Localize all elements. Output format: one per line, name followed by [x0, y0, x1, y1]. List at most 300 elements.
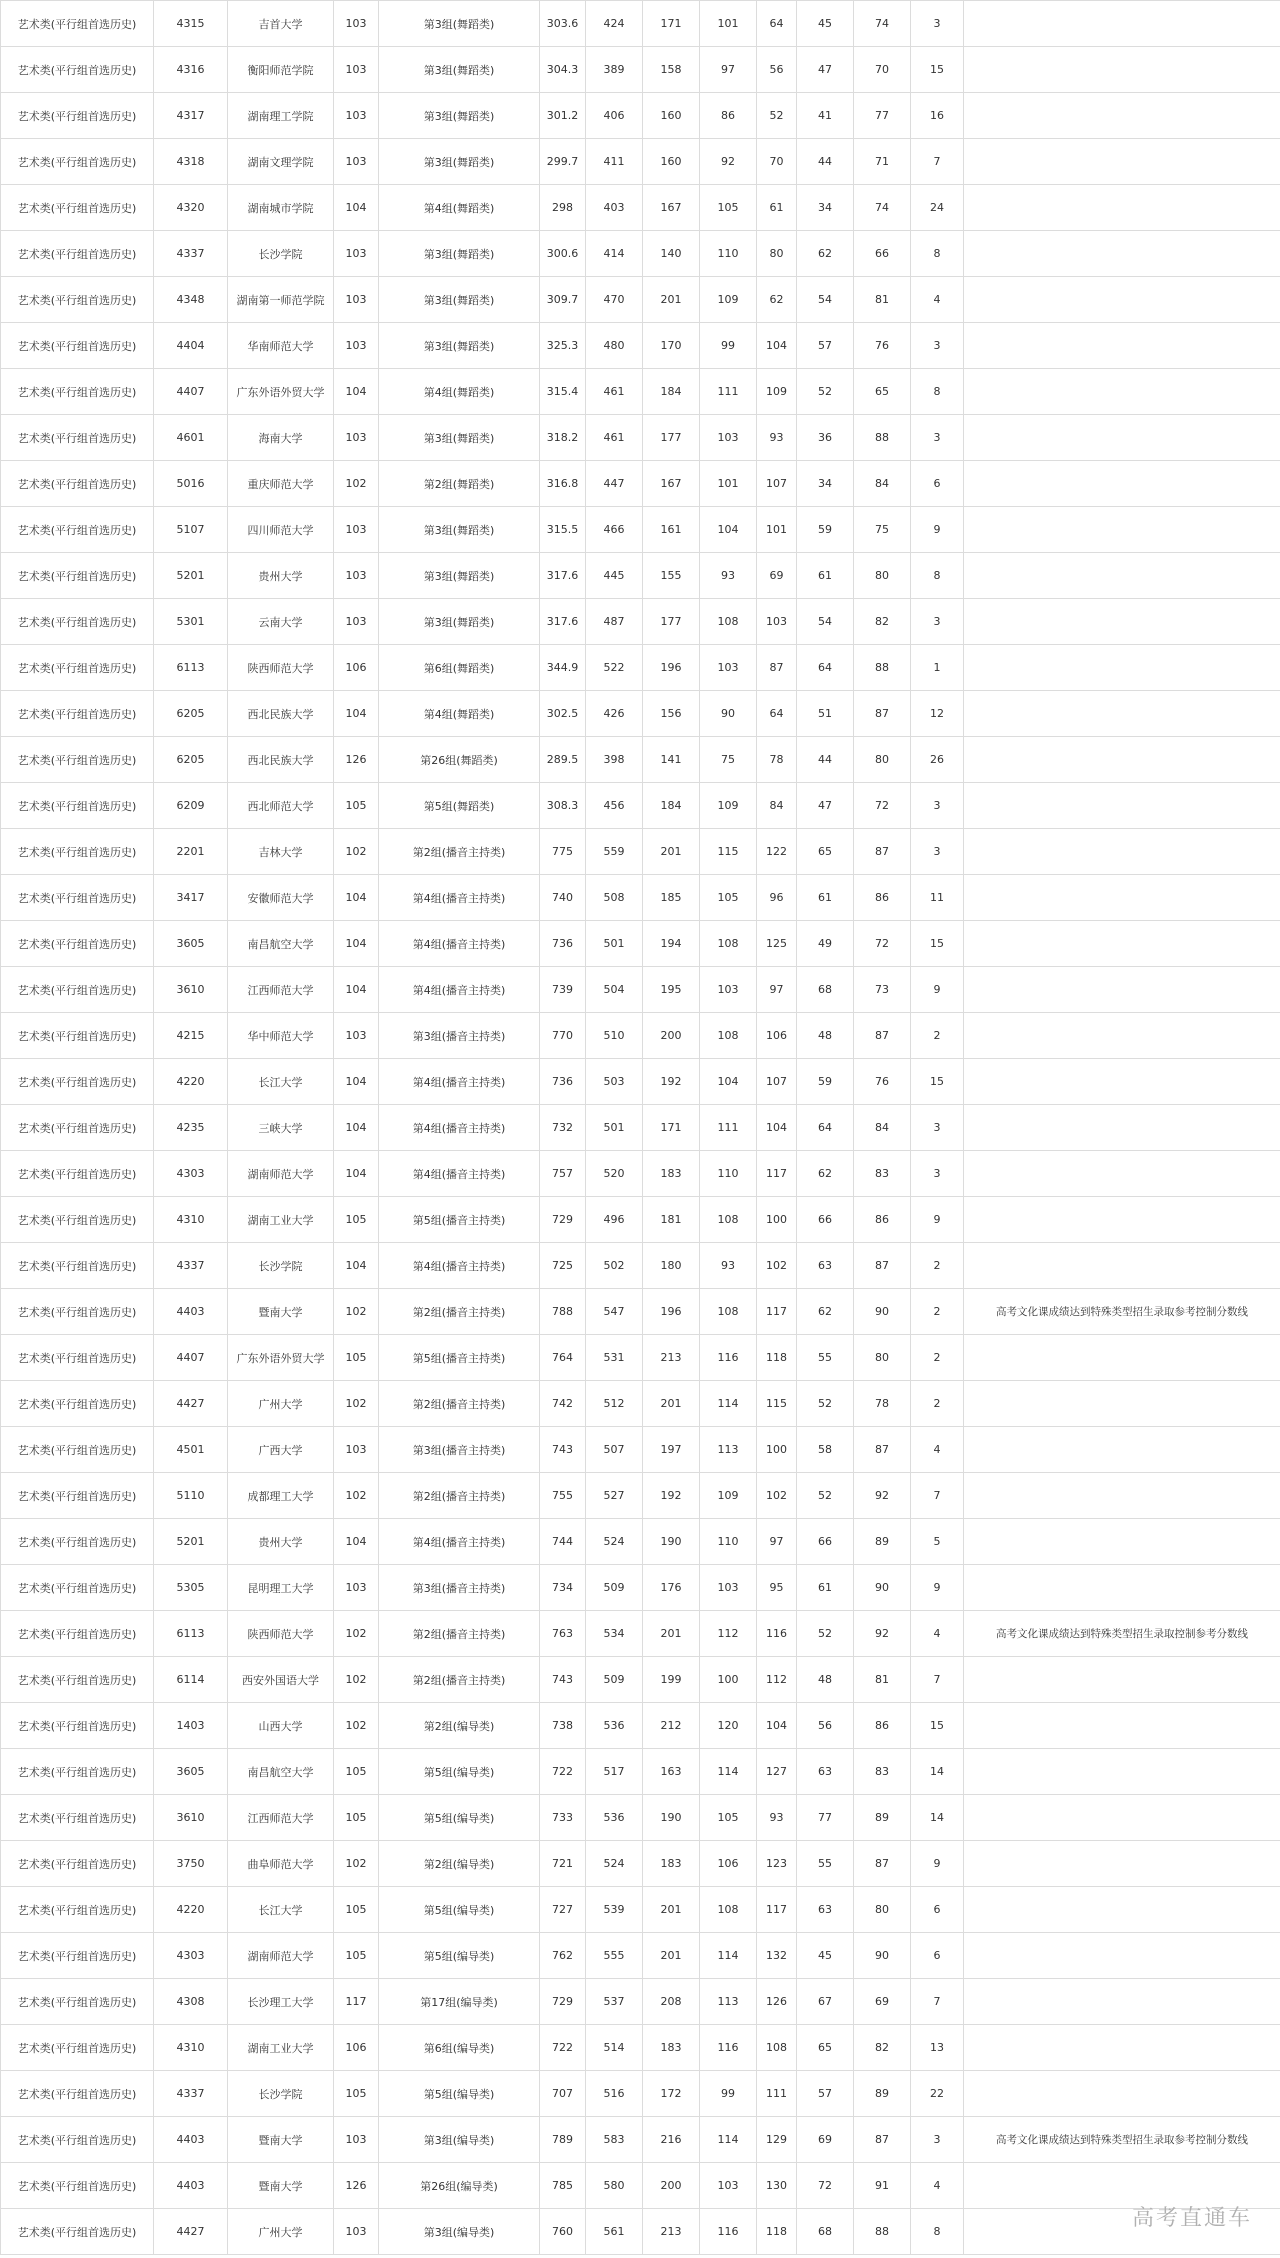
category-cell: 艺术类(平行组首选历史): [1, 691, 154, 737]
school-code-cell: 5110: [154, 1473, 228, 1519]
admit-count-cell: 4: [911, 277, 964, 323]
chinese-score-cell: 192: [643, 1473, 700, 1519]
admit-count-cell: 6: [911, 1887, 964, 1933]
category-cell: 艺术类(平行组首选历史): [1, 1979, 154, 2025]
group-code-cell: 105: [334, 1795, 379, 1841]
english-score-cell: 103: [757, 599, 797, 645]
school-name-cell: 长沙学院: [228, 2071, 334, 2117]
group-name-cell: 第3组(播音主持类): [379, 1013, 540, 1059]
english-score-cell: 109: [757, 369, 797, 415]
english-score-cell: 107: [757, 461, 797, 507]
english-score-cell: 106: [757, 1013, 797, 1059]
chinese-score-cell: 171: [643, 1105, 700, 1151]
math-score-cell: 110: [700, 1519, 757, 1565]
school-code-cell: 6205: [154, 691, 228, 737]
group-code-cell: 104: [334, 691, 379, 737]
note-cell: [964, 1243, 1280, 1289]
math-score-cell: 103: [700, 645, 757, 691]
chinese-score-cell: 177: [643, 415, 700, 461]
school-name-cell: 衡阳师范学院: [228, 47, 334, 93]
table-row: [1, 1197, 1280, 1243]
table-row: [1, 967, 1280, 1013]
math-score-cell: 93: [700, 553, 757, 599]
school-name-cell: 陕西师范大学: [228, 645, 334, 691]
total-score-cell: 316.8: [540, 461, 586, 507]
math-score-cell: 92: [700, 139, 757, 185]
culture-score-cell: 426: [586, 691, 643, 737]
category-cell: 艺术类(平行组首选历史): [1, 645, 154, 691]
elective-score-cell: 68: [797, 967, 854, 1013]
group-name-cell: 第3组(舞蹈类): [379, 415, 540, 461]
chinese-score-cell: 196: [643, 645, 700, 691]
math-score-cell: 111: [700, 369, 757, 415]
professional-score-cell: 87: [854, 2117, 911, 2163]
culture-score-cell: 414: [586, 231, 643, 277]
table-row: [1, 2071, 1280, 2117]
chinese-score-cell: 172: [643, 2071, 700, 2117]
category-cell: 艺术类(平行组首选历史): [1, 829, 154, 875]
math-score-cell: 108: [700, 921, 757, 967]
chinese-score-cell: 156: [643, 691, 700, 737]
group-name-cell: 第2组(播音主持类): [379, 1657, 540, 1703]
admit-count-cell: 2: [911, 1013, 964, 1059]
note-cell: [964, 1335, 1280, 1381]
category-cell: 艺术类(平行组首选历史): [1, 1473, 154, 1519]
table-row: [1, 783, 1280, 829]
note-cell: [964, 1933, 1280, 1979]
admit-count-cell: 3: [911, 415, 964, 461]
table-row: [1, 691, 1280, 737]
school-name-cell: 长沙学院: [228, 1243, 334, 1289]
chinese-score-cell: 200: [643, 2163, 700, 2209]
english-score-cell: 129: [757, 2117, 797, 2163]
english-score-cell: 64: [757, 1, 797, 47]
culture-score-cell: 389: [586, 47, 643, 93]
category-cell: 艺术类(平行组首选历史): [1, 1795, 154, 1841]
chinese-score-cell: 170: [643, 323, 700, 369]
category-cell: 艺术类(平行组首选历史): [1, 921, 154, 967]
table-row: [1, 1473, 1280, 1519]
note-cell: [964, 139, 1280, 185]
culture-score-cell: 447: [586, 461, 643, 507]
admit-count-cell: 8: [911, 231, 964, 277]
note-cell: [964, 1795, 1280, 1841]
admit-count-cell: 14: [911, 1749, 964, 1795]
math-score-cell: 103: [700, 967, 757, 1013]
admit-count-cell: 6: [911, 461, 964, 507]
category-cell: 艺术类(平行组首选历史): [1, 783, 154, 829]
school-name-cell: 安徽师范大学: [228, 875, 334, 921]
admit-count-cell: 9: [911, 1841, 964, 1887]
math-score-cell: 101: [700, 1, 757, 47]
table-row: [1, 1979, 1280, 2025]
note-cell: [964, 783, 1280, 829]
group-code-cell: 104: [334, 1105, 379, 1151]
elective-score-cell: 57: [797, 2071, 854, 2117]
school-name-cell: 江西师范大学: [228, 967, 334, 1013]
culture-score-cell: 503: [586, 1059, 643, 1105]
total-score-cell: 738: [540, 1703, 586, 1749]
school-name-cell: 湖南工业大学: [228, 1197, 334, 1243]
elective-score-cell: 52: [797, 369, 854, 415]
group-code-cell: 104: [334, 369, 379, 415]
table-row: [1, 1151, 1280, 1197]
category-cell: 艺术类(平行组首选历史): [1, 507, 154, 553]
professional-score-cell: 92: [854, 1473, 911, 1519]
admit-count-cell: 3: [911, 829, 964, 875]
elective-score-cell: 61: [797, 553, 854, 599]
math-score-cell: 104: [700, 507, 757, 553]
group-name-cell: 第5组(编导类): [379, 1933, 540, 1979]
total-score-cell: 325.3: [540, 323, 586, 369]
category-cell: 艺术类(平行组首选历史): [1, 599, 154, 645]
chinese-score-cell: 140: [643, 231, 700, 277]
admit-count-cell: 3: [911, 1151, 964, 1197]
math-score-cell: 103: [700, 1565, 757, 1611]
note-cell: [964, 1473, 1280, 1519]
total-score-cell: 722: [540, 1749, 586, 1795]
group-code-cell: 104: [334, 1151, 379, 1197]
admit-count-cell: 2: [911, 1335, 964, 1381]
elective-score-cell: 62: [797, 1289, 854, 1335]
chinese-score-cell: 201: [643, 1887, 700, 1933]
chinese-score-cell: 163: [643, 1749, 700, 1795]
math-score-cell: 116: [700, 1335, 757, 1381]
math-score-cell: 120: [700, 1703, 757, 1749]
table-row: [1, 1749, 1280, 1795]
professional-score-cell: 76: [854, 1059, 911, 1105]
group-code-cell: 103: [334, 47, 379, 93]
culture-score-cell: 583: [586, 2117, 643, 2163]
english-score-cell: 102: [757, 1243, 797, 1289]
professional-score-cell: 87: [854, 1013, 911, 1059]
note-cell: [964, 1, 1280, 47]
professional-score-cell: 83: [854, 1749, 911, 1795]
admit-count-cell: 2: [911, 1289, 964, 1335]
table-row: [1, 1703, 1280, 1749]
admit-count-cell: 11: [911, 875, 964, 921]
group-code-cell: 105: [334, 1197, 379, 1243]
note-cell: [964, 231, 1280, 277]
category-cell: 艺术类(平行组首选历史): [1, 1197, 154, 1243]
elective-score-cell: 57: [797, 323, 854, 369]
school-code-cell: 6113: [154, 1611, 228, 1657]
table-row: [1, 599, 1280, 645]
table-row: [1, 737, 1280, 783]
elective-score-cell: 48: [797, 1013, 854, 1059]
school-code-cell: 4427: [154, 1381, 228, 1427]
group-code-cell: 103: [334, 2209, 379, 2255]
chinese-score-cell: 200: [643, 1013, 700, 1059]
note-cell: [964, 1565, 1280, 1611]
school-code-cell: 4501: [154, 1427, 228, 1473]
math-score-cell: 108: [700, 1013, 757, 1059]
note-cell: [964, 2071, 1280, 2117]
school-name-cell: 湖南师范大学: [228, 1151, 334, 1197]
admit-count-cell: 7: [911, 139, 964, 185]
total-score-cell: 722: [540, 2025, 586, 2071]
school-code-cell: 4403: [154, 2163, 228, 2209]
elective-score-cell: 47: [797, 47, 854, 93]
group-code-cell: 105: [334, 1749, 379, 1795]
elective-score-cell: 62: [797, 1151, 854, 1197]
group-code-cell: 104: [334, 1243, 379, 1289]
school-code-cell: 4215: [154, 1013, 228, 1059]
group-code-cell: 103: [334, 2117, 379, 2163]
school-code-cell: 6114: [154, 1657, 228, 1703]
chinese-score-cell: 212: [643, 1703, 700, 1749]
elective-score-cell: 49: [797, 921, 854, 967]
math-score-cell: 109: [700, 783, 757, 829]
total-score-cell: 729: [540, 1197, 586, 1243]
group-name-cell: 第2组(播音主持类): [379, 829, 540, 875]
total-score-cell: 743: [540, 1657, 586, 1703]
total-score-cell: 729: [540, 1979, 586, 2025]
professional-score-cell: 75: [854, 507, 911, 553]
school-name-cell: 重庆师范大学: [228, 461, 334, 507]
professional-score-cell: 80: [854, 1887, 911, 1933]
group-code-cell: 103: [334, 415, 379, 461]
school-name-cell: 昆明理工大学: [228, 1565, 334, 1611]
group-name-cell: 第4组(舞蹈类): [379, 369, 540, 415]
note-cell: [964, 645, 1280, 691]
category-cell: 艺术类(平行组首选历史): [1, 461, 154, 507]
school-name-cell: 湖南城市学院: [228, 185, 334, 231]
note-cell: [964, 1887, 1280, 1933]
admit-count-cell: 3: [911, 599, 964, 645]
note-cell: [964, 277, 1280, 323]
note-cell: [964, 1013, 1280, 1059]
group-name-cell: 第3组(舞蹈类): [379, 553, 540, 599]
admit-count-cell: 9: [911, 1197, 964, 1243]
chinese-score-cell: 213: [643, 1335, 700, 1381]
professional-score-cell: 89: [854, 1519, 911, 1565]
culture-score-cell: 461: [586, 415, 643, 461]
admit-count-cell: 16: [911, 93, 964, 139]
table-row: [1, 231, 1280, 277]
school-name-cell: 成都理工大学: [228, 1473, 334, 1519]
culture-score-cell: 522: [586, 645, 643, 691]
school-name-cell: 湖南第一师范学院: [228, 277, 334, 323]
culture-score-cell: 411: [586, 139, 643, 185]
school-code-cell: 4337: [154, 231, 228, 277]
chinese-score-cell: 180: [643, 1243, 700, 1289]
professional-score-cell: 91: [854, 2163, 911, 2209]
admit-count-cell: 7: [911, 1657, 964, 1703]
group-code-cell: 103: [334, 277, 379, 323]
culture-score-cell: 466: [586, 507, 643, 553]
math-score-cell: 115: [700, 829, 757, 875]
chinese-score-cell: 201: [643, 1381, 700, 1427]
note-cell: [964, 461, 1280, 507]
total-score-cell: 757: [540, 1151, 586, 1197]
group-code-cell: 106: [334, 645, 379, 691]
total-score-cell: 300.6: [540, 231, 586, 277]
school-name-cell: 海南大学: [228, 415, 334, 461]
chinese-score-cell: 197: [643, 1427, 700, 1473]
total-score-cell: 344.9: [540, 645, 586, 691]
admit-count-cell: 3: [911, 323, 964, 369]
school-name-cell: 暨南大学: [228, 2117, 334, 2163]
english-score-cell: 116: [757, 1611, 797, 1657]
group-code-cell: 104: [334, 875, 379, 921]
table-row: [1, 829, 1280, 875]
school-name-cell: 西安外国语大学: [228, 1657, 334, 1703]
group-name-cell: 第4组(播音主持类): [379, 1059, 540, 1105]
professional-score-cell: 82: [854, 599, 911, 645]
category-cell: 艺术类(平行组首选历史): [1, 93, 154, 139]
culture-score-cell: 520: [586, 1151, 643, 1197]
professional-score-cell: 90: [854, 1289, 911, 1335]
culture-score-cell: 514: [586, 2025, 643, 2071]
note-cell: [964, 93, 1280, 139]
school-code-cell: 6205: [154, 737, 228, 783]
admit-count-cell: 4: [911, 1427, 964, 1473]
total-score-cell: 760: [540, 2209, 586, 2255]
note-cell: [964, 1151, 1280, 1197]
category-cell: 艺术类(平行组首选历史): [1, 1933, 154, 1979]
school-name-cell: 贵州大学: [228, 1519, 334, 1565]
note-cell: [964, 875, 1280, 921]
group-code-cell: 103: [334, 553, 379, 599]
english-score-cell: 117: [757, 1151, 797, 1197]
school-code-cell: 4403: [154, 1289, 228, 1335]
school-name-cell: 湖南工业大学: [228, 2025, 334, 2071]
admit-count-cell: 3: [911, 1105, 964, 1151]
english-score-cell: 126: [757, 1979, 797, 2025]
table-row: [1, 1427, 1280, 1473]
admit-count-cell: 15: [911, 1703, 964, 1749]
culture-score-cell: 555: [586, 1933, 643, 1979]
group-name-cell: 第4组(播音主持类): [379, 875, 540, 921]
total-score-cell: 732: [540, 1105, 586, 1151]
table-row: [1, 369, 1280, 415]
professional-score-cell: 82: [854, 2025, 911, 2071]
school-name-cell: 湖南理工学院: [228, 93, 334, 139]
english-score-cell: 78: [757, 737, 797, 783]
admit-count-cell: 9: [911, 507, 964, 553]
category-cell: 艺术类(平行组首选历史): [1, 1887, 154, 1933]
school-name-cell: 吉首大学: [228, 1, 334, 47]
school-code-cell: 4601: [154, 415, 228, 461]
math-score-cell: 114: [700, 2117, 757, 2163]
school-name-cell: 贵州大学: [228, 553, 334, 599]
elective-score-cell: 68: [797, 2209, 854, 2255]
group-code-cell: 103: [334, 507, 379, 553]
culture-score-cell: 536: [586, 1703, 643, 1749]
school-name-cell: 湖南文理学院: [228, 139, 334, 185]
total-score-cell: 763: [540, 1611, 586, 1657]
category-cell: 艺术类(平行组首选历史): [1, 967, 154, 1013]
math-score-cell: 99: [700, 2071, 757, 2117]
culture-score-cell: 531: [586, 1335, 643, 1381]
chinese-score-cell: 213: [643, 2209, 700, 2255]
table-row: [1, 1565, 1280, 1611]
english-score-cell: 97: [757, 1519, 797, 1565]
table-row: [1, 2163, 1280, 2209]
admit-count-cell: 6: [911, 1933, 964, 1979]
school-code-cell: 4320: [154, 185, 228, 231]
professional-score-cell: 89: [854, 2071, 911, 2117]
professional-score-cell: 74: [854, 1, 911, 47]
group-name-cell: 第5组(播音主持类): [379, 1335, 540, 1381]
group-name-cell: 第4组(播音主持类): [379, 967, 540, 1013]
school-code-cell: 4310: [154, 1197, 228, 1243]
table-row: [1, 1933, 1280, 1979]
total-score-cell: 317.6: [540, 599, 586, 645]
english-score-cell: 93: [757, 1795, 797, 1841]
admit-count-cell: 7: [911, 1979, 964, 2025]
admit-count-cell: 12: [911, 691, 964, 737]
culture-score-cell: 461: [586, 369, 643, 415]
note-cell: [964, 1105, 1280, 1151]
group-name-cell: 第4组(播音主持类): [379, 1243, 540, 1289]
group-code-cell: 104: [334, 1519, 379, 1565]
group-name-cell: 第3组(舞蹈类): [379, 231, 540, 277]
watermark-text: 高考直通车: [1131, 2206, 1252, 2231]
school-name-cell: 湖南师范大学: [228, 1933, 334, 1979]
school-name-cell: 华中师范大学: [228, 1013, 334, 1059]
school-name-cell: 西北民族大学: [228, 691, 334, 737]
elective-score-cell: 64: [797, 1105, 854, 1151]
group-name-cell: 第2组(编导类): [379, 1841, 540, 1887]
school-code-cell: 4303: [154, 1933, 228, 1979]
culture-score-cell: 501: [586, 921, 643, 967]
admit-count-cell: 4: [911, 1611, 964, 1657]
school-name-cell: 云南大学: [228, 599, 334, 645]
culture-score-cell: 504: [586, 967, 643, 1013]
group-name-cell: 第2组(舞蹈类): [379, 461, 540, 507]
group-code-cell: 103: [334, 323, 379, 369]
school-name-cell: 陕西师范大学: [228, 1611, 334, 1657]
math-score-cell: 99: [700, 323, 757, 369]
english-score-cell: 87: [757, 645, 797, 691]
group-name-cell: 第6组(舞蹈类): [379, 645, 540, 691]
chinese-score-cell: 196: [643, 1289, 700, 1335]
school-code-cell: 5301: [154, 599, 228, 645]
table-row: [1, 323, 1280, 369]
professional-score-cell: 65: [854, 369, 911, 415]
total-score-cell: 789: [540, 2117, 586, 2163]
english-score-cell: 62: [757, 277, 797, 323]
professional-score-cell: 92: [854, 1611, 911, 1657]
culture-score-cell: 510: [586, 1013, 643, 1059]
school-name-cell: 曲阜师范大学: [228, 1841, 334, 1887]
chinese-score-cell: 160: [643, 139, 700, 185]
table-row: [1, 1841, 1280, 1887]
note-cell: [964, 599, 1280, 645]
total-score-cell: 707: [540, 2071, 586, 2117]
admit-count-cell: 4: [911, 2163, 964, 2209]
chinese-score-cell: 201: [643, 829, 700, 875]
school-code-cell: 4310: [154, 2025, 228, 2071]
total-score-cell: 302.5: [540, 691, 586, 737]
admit-count-cell: 8: [911, 2209, 964, 2255]
english-score-cell: 104: [757, 1703, 797, 1749]
math-score-cell: 103: [700, 2163, 757, 2209]
school-name-cell: 江西师范大学: [228, 1795, 334, 1841]
culture-score-cell: 509: [586, 1565, 643, 1611]
elective-score-cell: 36: [797, 415, 854, 461]
category-cell: 艺术类(平行组首选历史): [1, 1335, 154, 1381]
math-score-cell: 108: [700, 1197, 757, 1243]
table-row: [1, 277, 1280, 323]
school-code-cell: 4337: [154, 1243, 228, 1289]
total-score-cell: 733: [540, 1795, 586, 1841]
group-name-cell: 第4组(舞蹈类): [379, 691, 540, 737]
culture-score-cell: 512: [586, 1381, 643, 1427]
school-name-cell: 吉林大学: [228, 829, 334, 875]
